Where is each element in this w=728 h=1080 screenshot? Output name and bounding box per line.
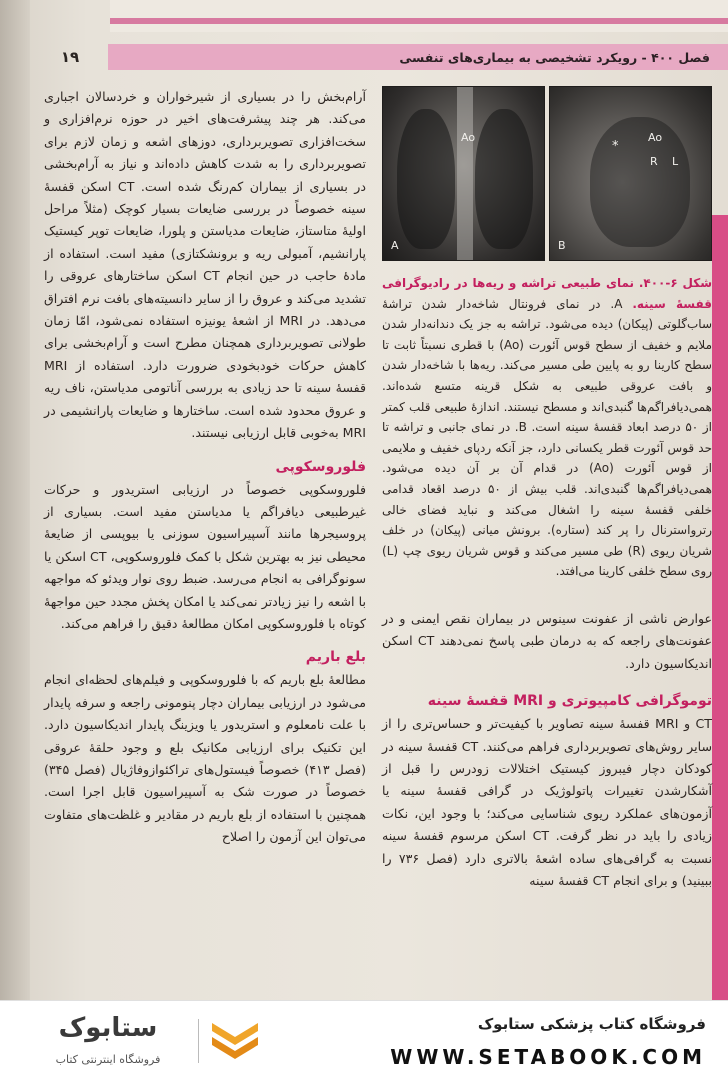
sinus-paragraph: عوارض ناشی از عفونت سینوس در بیماران نقص ایمنی و در عفونت‌های راجعه که به درمان طبی پاسخ نمی‌دهند CT اسکن اندیکاسیون دارد. [382, 610, 712, 671]
spine-shadow [457, 87, 476, 261]
lung-shadow [590, 117, 690, 247]
fluoroscopy-paragraph: فلوروسکوپی خصوصاً در ارزیابی استریدور و حرکات غیرطبیعی دیافراگم یا مدیاستن مفید است. بسیاری از پروسیجرها مانند آسپیراسیون سوزنی یا بیوپسی از ضایعهٔ محیطی نیز به بهترین شکل با کمک فلوروسکوپی، CT اسکن یا سونوگرافی به انجام می‌رسد. ضبط روی نوار ویدئو که مواجهه با اشعه را نیز زیادتر نمی‌کند یا امکان پخش مجدد حین مواجههٔ کوتاه با فلوروسکوپی امکان مطالعهٔ دقیق را فراهم می‌کند. [44, 481, 366, 631]
label-ao-lateral: Ao [648, 131, 663, 144]
logo-text: ستابوک [58, 1013, 158, 1043]
store-name: فروشگاه کتاب پزشکی ستابوک [477, 1015, 706, 1033]
fluoroscopy-heading: فلوروسکوپی [275, 458, 366, 475]
left-lung-shadow [397, 109, 455, 249]
top-pink-stripe [110, 18, 728, 24]
logo-subtitle: فروشگاه اینترنتی کتاب [55, 1053, 161, 1066]
label-r: R [650, 155, 658, 168]
label-l: L [672, 155, 679, 168]
xray-lateral-image [549, 86, 712, 261]
figure-images [382, 86, 712, 261]
chapter-side-tab [712, 215, 728, 1000]
chapter-title: فصل ۴۰۰ - رویکرد تشخیصی به بیماری‌های تنفسی [399, 49, 710, 65]
figure-label-a: A [391, 239, 399, 252]
book-logo-icon [208, 1015, 262, 1067]
store-url[interactable]: WWW.SETABOOK.COM [390, 1045, 706, 1069]
caption-title: شکل ۶-۴۰۰. نمای طبیعی تراشه و ریه‌ها در رادیوگرافی قفسهٔ سینه. [382, 276, 713, 311]
star-marker: * [612, 139, 619, 154]
barium-heading: بلع باریم [305, 649, 366, 666]
left-column [44, 86, 366, 849]
store-footer [0, 1000, 728, 1080]
page-number: ۱۹ [60, 48, 80, 66]
logo-divider [198, 1019, 199, 1063]
xray-frontal-image [382, 86, 545, 261]
ct-mri-heading: توموگرافی کامپیوتری و MRI قفسهٔ سینه [427, 693, 712, 710]
page-binding-shadow [0, 0, 30, 1000]
caption-text: A. در نمای فرونتال شاخه‌دار شدن تراشهٔ ساب‌گلوتی (پیکان) دیده می‌شود. تراشه به جز یک دندانه‌دار شدن ملایم و خفیف از سطح قوس آئورت (Ao) با قطری نسبتاً ثابت تا سطح کارینا رو به پایین طی مسیر می‌کند. ریه‌ها با شاخه‌دار شدن و بافت عروقی طبیعی به شکل قرینه متسع شده‌اند. همی‌دیافراگم‌ها گنبدی‌اند و مسطح نیستند. اندازهٔ طبیعی قلب کمتر از ۵۰ درصد ابعاد قفسهٔ سینه است. B. در نمای جانبی و تراشه تا حد قوس آئورت قطر یکسانی دارد، جز آنکه ردپای خفیف و ملایمی از قوس آئورت (Ao) در قدام آن بر آن دیده می‌شود. همی‌دیافراگم‌ها گنبدی‌اند. قلب بیش از ۵۰ درصد اقعاد قدامی خلفی قفسهٔ سینه را اشغال می‌کند و نباید فضای خالی رترواسترنال را پر کند (ستاره). برونش میانی (پیکان) در خلف شریان ریوی (R) طی مسیر می‌کند و قوس شریان ریوی چپ (L) روی سطح خلفی کارینا می‌افتد. [382, 296, 713, 579]
figure-caption [382, 273, 712, 582]
top-band [110, 0, 728, 32]
figure-label-b: B [558, 239, 566, 252]
right-lung-shadow [475, 109, 533, 249]
right-column [382, 86, 712, 892]
ct-mri-paragraph: CT و MRI قفسهٔ سینه تصاویر با کیفیت‌تر و حساس‌تری را از سایر روش‌های تصویربرداری فراهم می‌کنند. CT قفسهٔ سینه در کودکان دچار فیبروز کیستیک اختلالات زودرس را قبل از آشکارشدن تغییرات پاتولوژیک در گرافی قفسهٔ سینه یا آزمون‌های عملکرد ریوی شناسایی می‌کند؛ با وجود این، نکات زیادی را باید در نظر گرفت. CT اسکن مرسوم قفسهٔ سینه نسبت به گرافی‌های ساده اشعهٔ بالاتری دارد (فصل ۷۳۶ را ببینید) و برای انجام CT قفسهٔ سینه [382, 716, 712, 888]
chapter-header [108, 44, 728, 70]
label-ao-frontal: Ao [461, 131, 476, 144]
barium-paragraph: مطالعهٔ بلع باریم که با فلوروسکوپی و فیلم‌های لحظه‌ای انجام می‌شود در ارزیابی بیماران دچار پنومونی راجعه و سرفه پایدار با علت نامعلوم و استریدور یا ویزینگ پایدار اندیکاسیون دارد. این تکنیک برای ارزیابی مکانیک بلع و وجود حلقهٔ عروقی (فصل ۴۱۳) خصوصاً فیستول‌های تراکئوازوفاژیال (فصل ۳۴۵) خصوصاً در صورت شک به آسپیراسیون قابل اجرا است. همچنین با استفاده از بلع باریم در مقادیر و غلظت‌های متفاوت می‌توان این آزمون را اصلاح [44, 672, 366, 845]
intro-paragraph: آرام‌بخش را در بسیاری از شیرخواران و خردسالان اجباری می‌کند. هر چند پیشرفت‌های اخیر در حوزه نرم‌افزاری و سخت‌افزاری تصویربرداری، دوزهای اشعه و زمان لازم برای تصویربرداری را به شدت کاهش داده‌اند و نیاز به آرام‌بخشی در بسیاری از بیماران کم‌رنگ شده است. CT اسکن قفسهٔ سینه خصوصاً در بررسی ضایعات بسیار کوچک (مثلاً مراحل اولیهٔ متاستاز، ضایعات مدیاستن و پلورا، ضایعات توپر کیستیک پارانشیم، آمبولی ریه و برونشکتازی) مفید است. استفاده از مادهٔ حاجب در حین انجام CT اسکن ساختارهای عروقی را تشدید می‌کند و عروق را از سایر دانسیته‌های بافت نرم افتراق می‌دهد. در MRI از اشعهٔ یونیزه استفاده نمی‌شود، امّا زمان طولانی تصویربرداری همچنان مطرح است و آرام‌بخشی برای کاهش حرکات خودبخودی ضرورت دارد. استفاده از MRI قفسهٔ سینه تا حد زیادی به بررسی آناتومی مدیاستن، ناف ریه و عروق محدود شده است. ساختارها و ضایعات پارانشیمی در MRI به‌خوبی قابل ارزیابی نیستند. [44, 89, 366, 441]
